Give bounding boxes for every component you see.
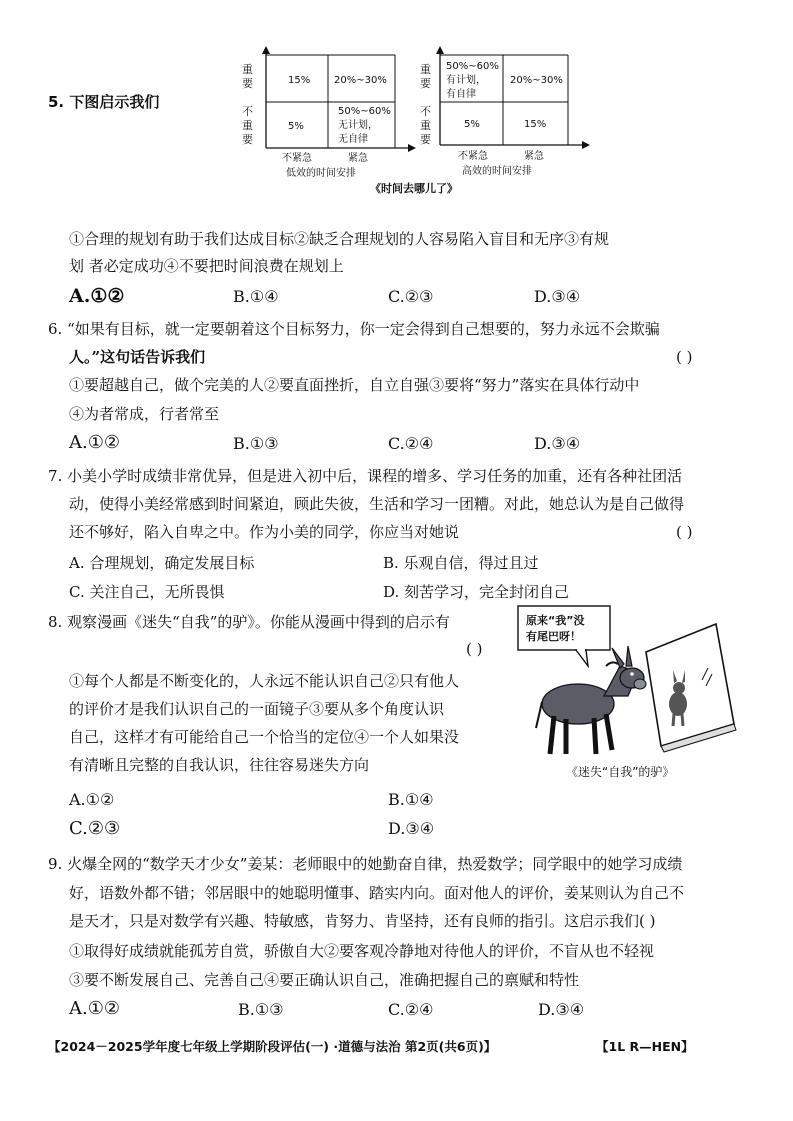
chart2-cell-tl-1: 50%~60% bbox=[446, 61, 499, 72]
speech-line-2: 有尾巴呀！ bbox=[526, 630, 581, 643]
q6-option-a[interactable]: A.①② bbox=[69, 432, 120, 453]
q9-statement-1: ①取得好成绩就能孤芳自赏，骄傲自大②要客观冷静地对待他人的评价，不盲从也不轻视 bbox=[69, 942, 655, 960]
mirror-icon bbox=[646, 624, 736, 752]
chart1-ylabel-top: 重要 bbox=[242, 63, 253, 90]
donkey-icon bbox=[536, 646, 646, 754]
footer-exam-info: 【2024－2025学年度七年级上学期阶段评估(一) ·道德与法治 第2页(共6页)】 bbox=[48, 1039, 497, 1054]
q5-chart-low-efficiency bbox=[240, 45, 420, 195]
q8-option-c[interactable]: C.②③ bbox=[69, 818, 121, 839]
q8-statement-4: 有清晰且完整的自我认识，往往容易迷失方向 bbox=[69, 756, 370, 774]
q5-chart-high-efficiency bbox=[418, 45, 598, 195]
q8-donkey-cartoon bbox=[516, 604, 748, 786]
q6-stem-2: 人。”这句话告诉我们 bbox=[69, 348, 206, 366]
q6-statement-2: ④为者常成，行者常至 bbox=[69, 405, 220, 423]
chart2-xlabel-1: 紧急 bbox=[524, 151, 544, 162]
q9-option-b[interactable]: B.①③ bbox=[238, 1000, 284, 1019]
q7-option-c[interactable]: C. 关注自己，无所畏惧 bbox=[69, 583, 225, 601]
q8-statement-1: ①每个人都是不断变化的，人永远不能认识自己②只有他人 bbox=[69, 672, 460, 690]
q7-option-a[interactable]: A. 合理规划，确定发展目标 bbox=[69, 554, 255, 572]
q7-option-b[interactable]: B. 乐观自信，得过且过 bbox=[383, 554, 539, 572]
chart1-caption: 低效的时间安排 bbox=[286, 168, 356, 179]
chart2-cell-tr: 20%~30% bbox=[510, 75, 563, 86]
chart2-cell-br: 15% bbox=[524, 119, 547, 130]
speech-line-1: 原来“我”没 bbox=[526, 614, 585, 627]
q7-stem-2: 动，使得小美经常感到时间紧迫，顾此失彼，生活和学习一团糟。对此，她总认为是自己做得 bbox=[69, 495, 685, 513]
q9-statement-2: ③要不断发展自己、完善自己④要正确认识自己，准确把握自己的禀赋和特性 bbox=[69, 971, 580, 989]
q6-option-d[interactable]: D.③④ bbox=[534, 434, 581, 453]
chart1-cell-br-3: 无自律 bbox=[338, 134, 368, 145]
chart2-caption: 高效的时间安排 bbox=[462, 166, 532, 177]
chart1-xlabel-1: 紧急 bbox=[348, 153, 368, 164]
chart1-xlabel-0: 不紧急 bbox=[282, 153, 312, 164]
q5-option-a[interactable]: A.①② bbox=[69, 285, 125, 307]
chart2-cell-tl-3: 有自律 bbox=[446, 89, 476, 100]
chart2-cell-tl-2: 有计划， bbox=[446, 75, 486, 86]
chart2-ylabel-top: 重要 bbox=[420, 63, 431, 90]
q5-option-c[interactable]: C.②③ bbox=[388, 287, 434, 306]
q8-option-d[interactable]: D.③④ bbox=[388, 819, 435, 838]
q8-answer-paren[interactable]: ( ) bbox=[466, 640, 483, 658]
q9-option-c[interactable]: C.②④ bbox=[388, 1000, 434, 1019]
q9-stem-1: 9. 火爆全网的“数学天才少女”姜某：老师眼中的她勤奋自律，热爱数学；同学眼中的她学习成绩 bbox=[48, 855, 683, 873]
chart2-xlabel-0: 不紧急 bbox=[458, 151, 488, 162]
q8-statement-2: 的评价才是我们认识自己的一面镜子③要从多个角度认识 bbox=[69, 700, 445, 718]
q9-option-a[interactable]: A.①② bbox=[69, 998, 120, 1019]
chart1-ylabel-bottom: 不重要 bbox=[242, 105, 253, 146]
q8-cartoon-caption: 《迷失“自我”的驴》 bbox=[566, 765, 675, 779]
q6-statement-1: ①要超越自己，做个完美的人②要直面挫折，自立自强③要将“努力”落实在具体行动中 bbox=[69, 376, 640, 394]
chart1-cell-tr: 20%~30% bbox=[334, 75, 387, 86]
chart2-cell-bl: 5% bbox=[464, 119, 480, 130]
q6-option-b[interactable]: B.①③ bbox=[233, 434, 279, 453]
q9-stem-2: 好，语数外都不错；邻居眼中的她聪明懂事、踏实内向。面对他人的评价，姜某则认为自己不 bbox=[69, 884, 685, 902]
q8-option-a[interactable]: A.①② bbox=[69, 790, 115, 809]
q7-option-d[interactable]: D. 刻苦学习，完全封闭自己 bbox=[383, 583, 570, 601]
chart1-cell-bl: 5% bbox=[288, 121, 304, 132]
chart2-ylabel-bottom: 不重要 bbox=[420, 105, 431, 146]
q8-stem: 8. 观察漫画《迷失“自我”的驴》。你能从漫画中得到的启示有 bbox=[48, 613, 450, 631]
q7-stem-1: 7. 小美小学时成绩非常优异，但是进入初中后，课程的增多、学习任务的加重，还有各种社团活 bbox=[48, 467, 683, 485]
q7-answer-paren[interactable]: ( ) bbox=[676, 523, 693, 541]
chart1-cell-br-2: 无计划， bbox=[338, 120, 378, 131]
chart1-cell-tl: 15% bbox=[288, 75, 311, 86]
q5-option-d[interactable]: D.③④ bbox=[534, 287, 581, 306]
q9-option-d[interactable]: D.③④ bbox=[538, 1000, 585, 1019]
q5-option-b[interactable]: B.①④ bbox=[233, 287, 279, 306]
q5-stem: 5. 下图启示我们 bbox=[48, 93, 160, 111]
chart1-cell-br-1: 50%~60% bbox=[338, 106, 391, 117]
q6-answer-paren[interactable]: ( ) bbox=[676, 348, 693, 366]
q8-option-b[interactable]: B.①④ bbox=[388, 790, 434, 809]
footer-code: 【1L R—HEN】 bbox=[596, 1039, 694, 1054]
q6-stem-1: 6. “如果有目标，就一定要朝着这个目标努力，你一定会得到自己想要的，努力永远不会欺骗 bbox=[48, 320, 660, 338]
q8-statement-3: 自己，这样才有可能给自己一个恰当的定位④一个人如果没 bbox=[69, 728, 460, 746]
q5-statement-1: ①合理的规划有助于我们达成目标②缺乏合理规划的人容易陷入盲目和无序③有规 bbox=[69, 230, 610, 248]
q6-option-c[interactable]: C.②④ bbox=[388, 434, 434, 453]
q5-figure-title: 《时间去哪儿了》 bbox=[370, 182, 458, 195]
q7-stem-3: 还不够好，陷入自卑之中。作为小美的同学，你应当对她说 bbox=[69, 523, 460, 541]
q9-stem-3: 是天才，只是对数学有兴趣、特敏感，肯努力、肯坚持，还有良师的指引。这启示我们( ) bbox=[69, 912, 656, 930]
q5-statement-2: 划 者必定成功④不要把时间浪费在规划上 bbox=[69, 257, 344, 275]
